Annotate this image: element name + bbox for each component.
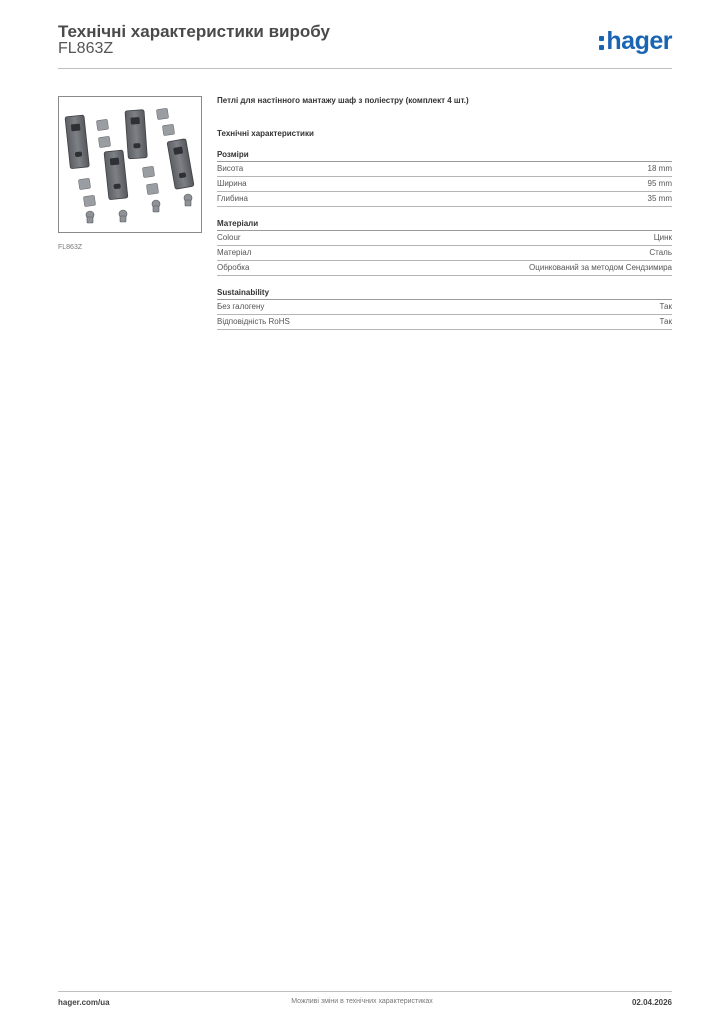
- spec-label: Відповідність RoHS: [217, 317, 290, 326]
- page-header: [58, 22, 672, 70]
- logo-text: hager: [606, 27, 672, 55]
- spec-label: Colour: [217, 233, 241, 242]
- spec-value: Так: [659, 317, 672, 326]
- spec-row: [217, 162, 672, 177]
- product-image: [58, 96, 202, 233]
- spec-value: 18 mm: [647, 164, 672, 173]
- footer-disclaimer: Можливі зміни в технічних характеристиках: [291, 998, 433, 1005]
- product-description: Петлі для настінного мантажу шаф з поліестру (комплект 4 шт.): [217, 96, 469, 105]
- logo-dots-icon: [599, 28, 604, 54]
- section-title: Розміри: [217, 150, 672, 162]
- spec-content: [217, 96, 672, 330]
- product-photo-brackets-icon: [59, 97, 201, 232]
- spec-label: Обробка: [217, 263, 250, 272]
- section-sustainability: [217, 288, 672, 330]
- document-title: Технічні характеристики виробу: [58, 22, 330, 41]
- spec-label: Без галогену: [217, 302, 265, 311]
- spec-label: Матеріал: [217, 248, 252, 257]
- footer-date: 02.04.2026: [631, 998, 672, 1007]
- spec-value: Так: [659, 302, 672, 311]
- spec-row: [217, 300, 672, 315]
- section-title: Sustainability: [217, 288, 672, 300]
- section-dimensions: [217, 150, 672, 207]
- product-code: FL863Z: [58, 40, 114, 57]
- footer-divider: [58, 991, 672, 992]
- spec-value: Цинк: [653, 233, 672, 242]
- section-materials: [217, 219, 672, 276]
- image-caption: FL863Z: [58, 244, 83, 251]
- spec-row: [217, 261, 672, 276]
- spec-label: Глибина: [217, 194, 248, 203]
- hager-logo[interactable]: [599, 28, 672, 54]
- spec-value: Сталь: [649, 248, 672, 257]
- spec-row: [217, 177, 672, 192]
- spec-row: [217, 246, 672, 261]
- spec-value: 95 mm: [647, 179, 672, 188]
- section-title: Матеріали: [217, 219, 672, 231]
- spec-row: [217, 192, 672, 207]
- spec-value: Оцинкований за методом Сендзимира: [529, 263, 672, 272]
- header-divider: [58, 68, 672, 69]
- spec-row: [217, 315, 672, 330]
- spec-heading: Технічні характеристики: [217, 129, 314, 138]
- spec-label: Висота: [217, 164, 244, 173]
- spec-row: [217, 231, 672, 246]
- spec-label: Ширина: [217, 179, 247, 188]
- footer-website-link[interactable]: hager.com/ua: [58, 998, 110, 1007]
- spec-value: 35 mm: [647, 194, 672, 203]
